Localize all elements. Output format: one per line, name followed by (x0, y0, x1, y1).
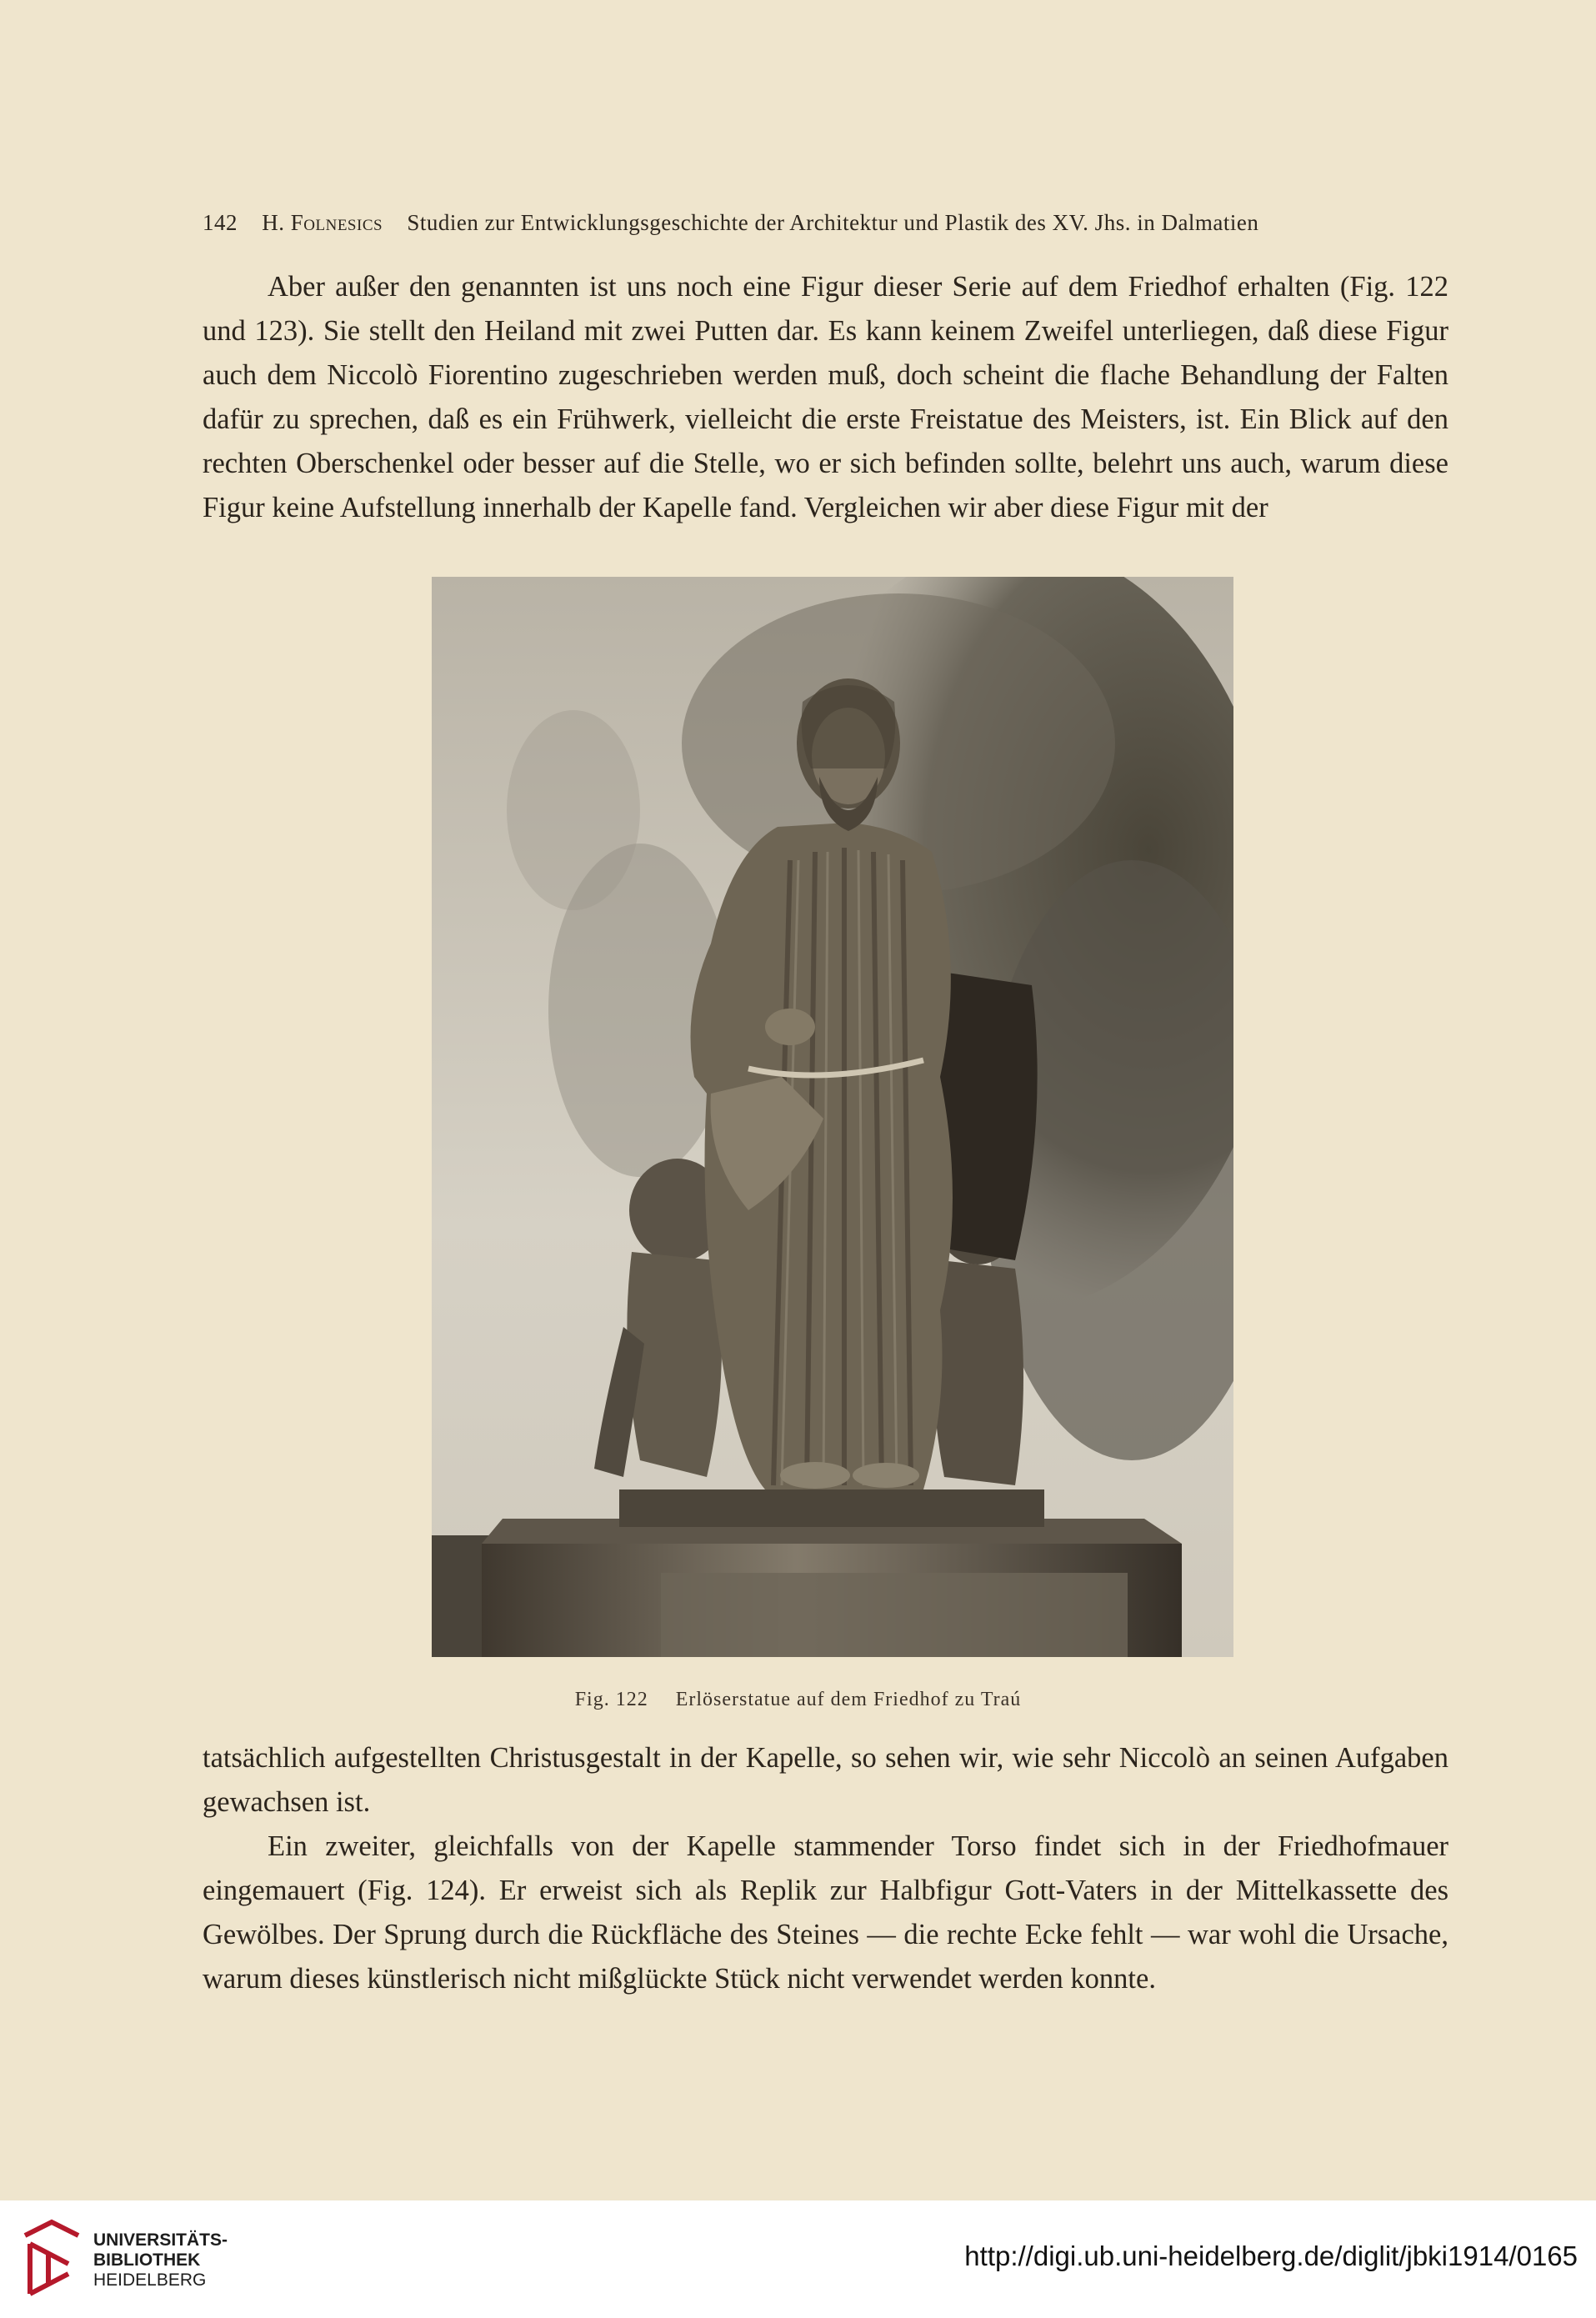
statue-photograph (432, 577, 1233, 1657)
digitization-footer (0, 2200, 1596, 2318)
page-number: 142 (203, 210, 238, 235)
paragraph-1: Aber außer den genannten ist uns noch eine Figur dieser Serie auf dem Friedhof erhalten (Fig. 122 und 123). Sie stellt den Heiland mit zwei Putten dar. Es kann keinem Zweifel unterliegen, daß diese Figur auch dem Niccolò Fiorentino zugeschrieben werden muß, doch scheint die flache Behandlung der Falten dafür zu sprechen, daß es ein Frühwerk, vielleicht die erste Freistatue des Meisters, ist. Ein Blick auf den rechten Oberschenkel oder besser auf die Stelle, wo er sich befinden sollte, belehrt uns auch, warum diese Figur keine Aufstellung innerhalb der Kapelle fand. Vergleichen wir aber diese Figur mit der (203, 271, 1448, 523)
library-name-line3: HEIDELBERG (93, 2270, 207, 2290)
paragraph-2: Ein zweiter, gleichfalls von der Kapelle stammender Torso findet sich in der Friedhofmauer eingemauert (Fig. 124). Er erweist sich als Replik zur Halbfigur Gott-Vaters in der Mittelkassette des Gewölbes. Der Sprung durch die Rückfläche des Steines — die rechte Ecke fehlt — war wohl die Ursache, warum dieses künstlerisch nicht mißglückte Stück nicht verwendet werden konnte. (203, 1830, 1448, 1995)
figure-caption (0, 1689, 1596, 1711)
running-head-title: Studien zur Entwicklungsgeschichte der Architektur und Plastik des XV. Jhs. in Dalmatien (407, 210, 1259, 235)
library-name (93, 2230, 228, 2290)
library-name-line1: UNIVERSITÄTS- (93, 2230, 228, 2250)
library-logo-icon[interactable] (18, 2219, 85, 2299)
paragraph-1-continued: tatsächlich aufgestellten Christusgestalt in der Kapelle, so sehen wir, wie sehr Niccolò an seinen Aufgaben gewachsen ist. (203, 1742, 1448, 1818)
running-head-author: H. Folnesics (262, 210, 383, 235)
library-name-line2: BIBLIOTHEK (93, 2250, 201, 2270)
running-head (203, 210, 1369, 236)
figure-caption-text: Erlöserstatue auf dem Friedhof zu Traú (675, 1689, 1022, 1710)
figure-label: Fig. 122 (574, 1689, 648, 1710)
permalink-url[interactable]: http://digi.ub.uni-heidelberg.de/diglit/jbki1914/0165 (964, 2240, 1578, 2271)
